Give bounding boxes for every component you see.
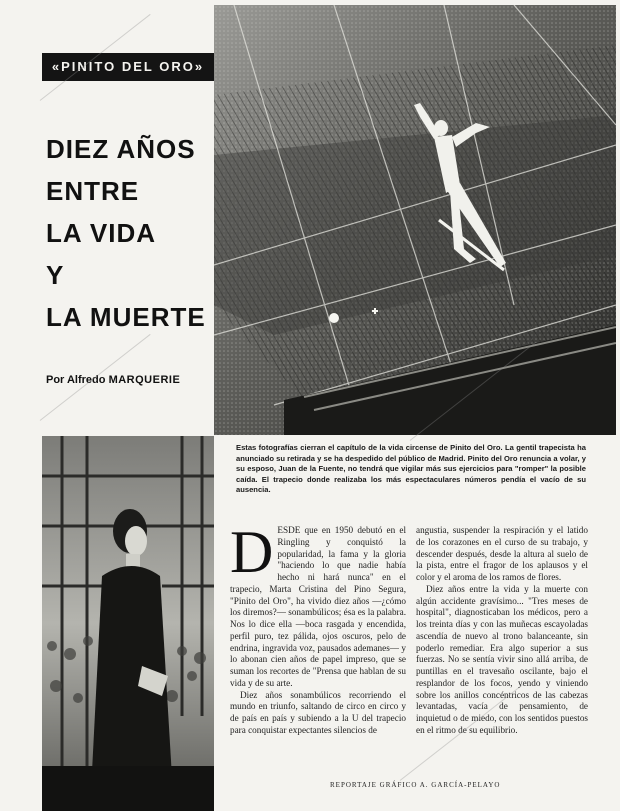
headline-line-2: ENTRE <box>46 176 140 206</box>
article-paragraph: angustia, suspender la respiración y el latido de los corazones en el curso de su trabajo, y descender después, desde la altura al suelo de la pista, entre el fragor de los aplausos y el color y el aroma de los ramos de flores. <box>416 525 588 582</box>
byline-prefix: Por Alfredo <box>46 374 106 386</box>
photo-woman-portrait <box>42 436 214 811</box>
headline-line-3: LA VIDA <box>46 218 157 248</box>
article-column-1 <box>230 519 406 737</box>
byline <box>46 374 216 386</box>
photo-trapeze-artist <box>214 5 616 435</box>
headline-line-4: Y <box>46 260 65 290</box>
byline-author: MARQUERIE <box>108 374 181 386</box>
article-paragraph: Diez años entre la vida y la muerte con algún accidente gravísimo... "Tres meses de hospital", diagnosticaban los médicos, pero a los treinta días y con las muñecas escayoladas ascendía de nuevo al trono balanceante, sin poderlo remediar. Era algo superior a sus fuerzas. No se sentía vivir sino allá arriba, de puntillas en el travesaño oscilante, bajo el resplandor de los focos, yendo y viniendo sobre los anillos concéntricos de las cabezas levantadas, vacía de pensamiento, de inquietud o de miedo, con los sentidos puestos en el ritmo de su equilibrio. <box>416 583 588 735</box>
article-paragraph: ESDE que en 1950 debutó en el Ringling y conquistó la popularidad, la fama y la gloria "haciendo lo que nadie había hecho ni hará nunca" en el trapecio, Marta Cristina del Pino Segura, "Pinito del Oro", ha vivido diez años —¿cómo los diremos?— sonambúlicos; ésa es la palabra. Nos lo dice ella —boca rasgada y encendida, perfil puro, tez pálida, ojos oscuros, pelo de endrina, ingravida voz, pausados ademanes— y lo abonan cien años de papel impreso, que se suman los recortes de "Prensa que hablan de su vida y de su arte. <box>230 525 406 688</box>
article-column-2 <box>416 525 588 737</box>
trapeze-photo-illustration <box>214 5 616 435</box>
spotlight <box>329 313 339 323</box>
section-kicker: «PINITO DEL ORO» <box>42 53 214 81</box>
drop-cap: D <box>230 519 274 585</box>
photo-caption: Estas fotografías cierran el capítulo de la vida circense de Pinito del Oro. La gentil trapecista ha anunciado su retirada y se ha despedido del público de Madrid. Pinito del Oro renuncia a volar, y su esposo, Juan de la Fuente, no tendrá que vigilar más sus ejercicios para "romper" la posible caída. El trapecio donde realizaba los más espectaculares números pendía el vacío de su ausencia. <box>236 443 586 494</box>
photo-credit: REPORTAJE GRÁFICO A. GARCÍA-PELAYO <box>330 781 501 789</box>
headline-line-1: DIEZ AÑOS <box>46 134 196 164</box>
article-paragraph: Diez años sonambúlicos recorriendo el mundo en triunfo, saltando de circo en circo y de país en país y subiendo a la U del trapecio para conquistar expectantes silencios de <box>230 689 406 735</box>
headline-line-5: LA MUERTE <box>46 302 206 332</box>
portrait-photo-illustration <box>42 436 214 811</box>
headline <box>46 128 216 338</box>
